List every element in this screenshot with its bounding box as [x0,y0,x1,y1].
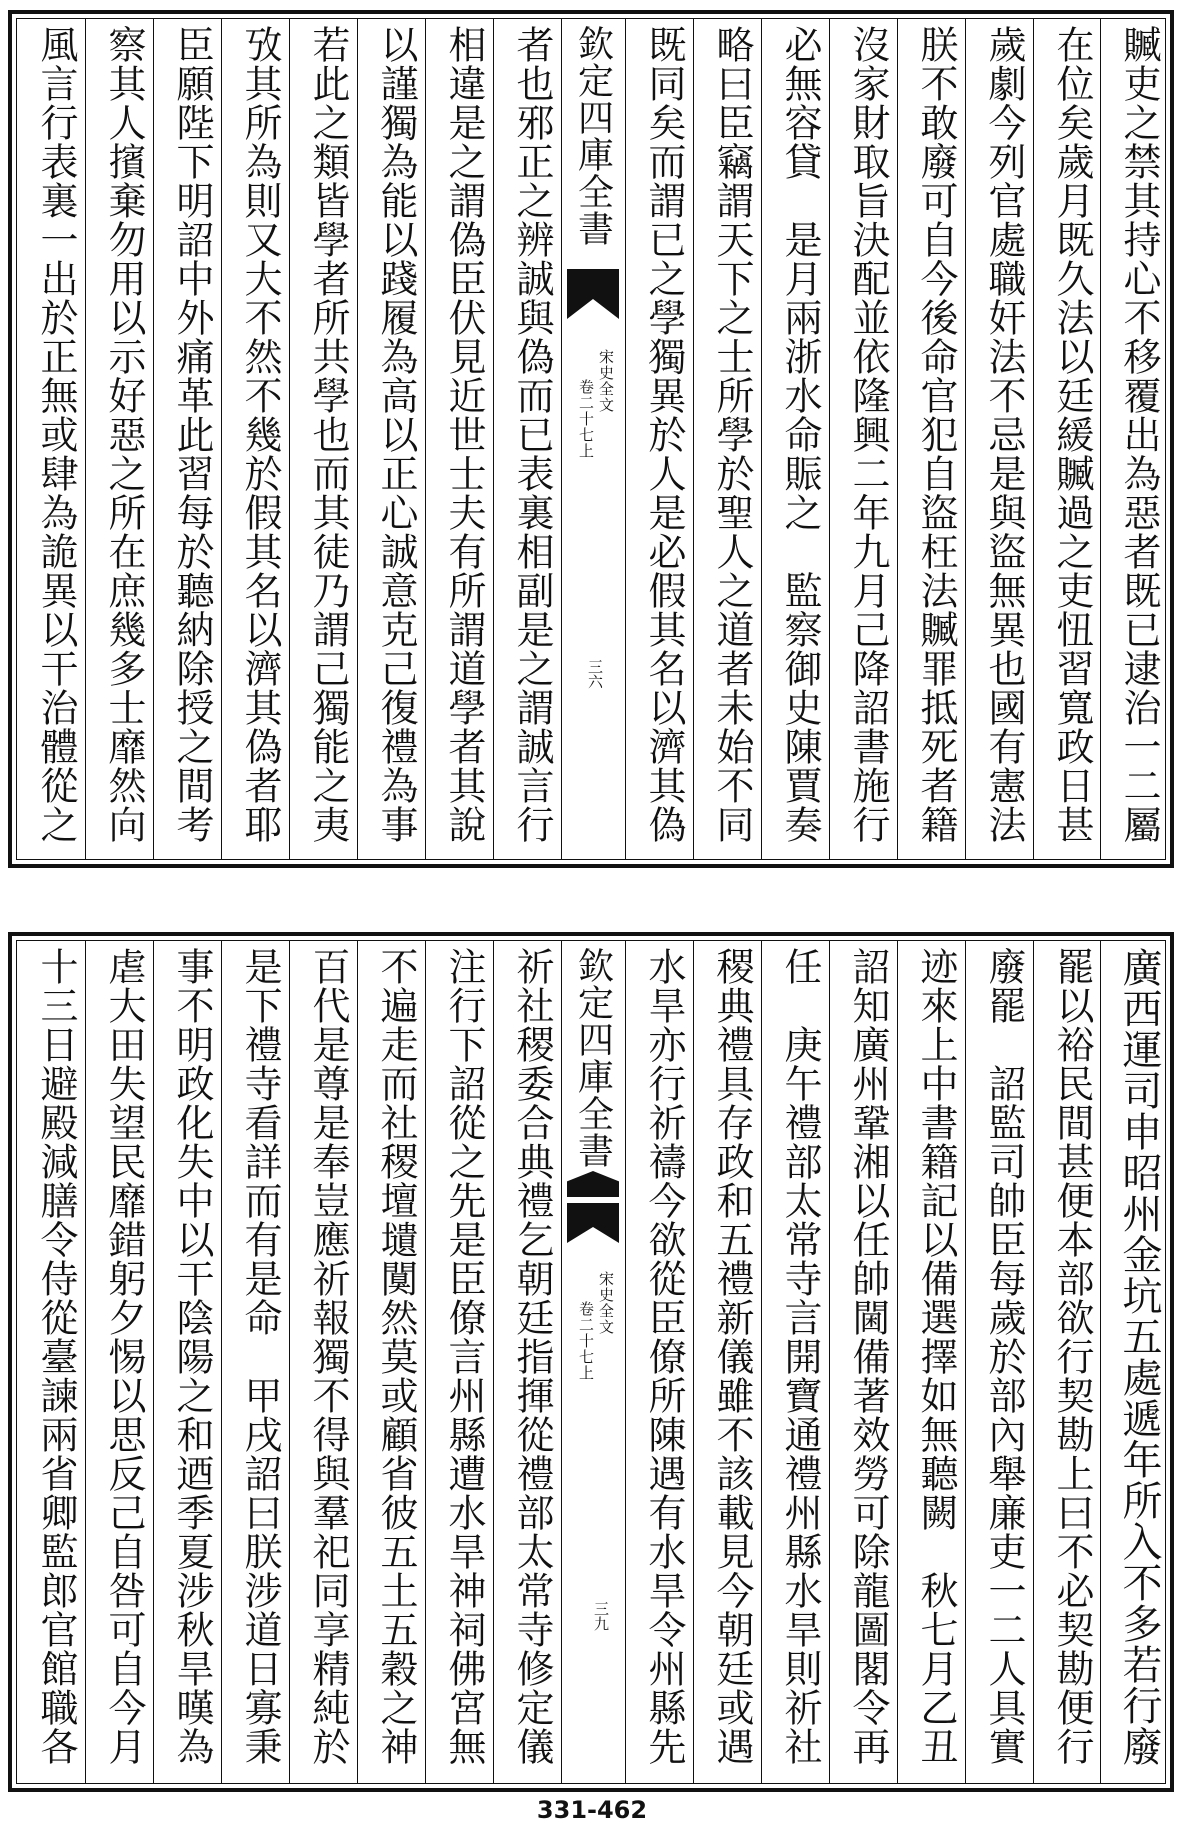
center-strip [561,941,625,1783]
center-strip [561,19,625,859]
upper-page [0,0,1184,900]
page-number: 331-462 [536,1796,648,1824]
column-text: 既同矣而謂已之學獨異於人是必假其名以濟其偽 [642,25,686,844]
text-column [493,19,561,861]
fish-tail-mark [567,1203,619,1243]
column-text: 祈社稷委合典禮乞朝廷指揮從禮部太常寺修定儀 [510,947,554,1766]
text-column [761,941,829,1785]
column-text: 十三日避殿減膳令侍從臺諫兩省卿監郎官館職各 [34,947,78,1766]
column-text: 風言行表裏一出於正無或肆為詭異以干治體從之 [34,25,78,844]
book-title: 欽定四庫全書 [572,25,614,247]
text-column [153,19,221,861]
source-title: 宋史全文 [597,1271,615,1335]
fish-tail-mark [567,1171,619,1197]
column-text: 朕不敢廢可自今後命官犯自盜枉法贓罪抵死者籍 [914,25,958,844]
source-title: 宋史全文 [597,349,615,413]
text-column [1100,19,1167,861]
text-column [625,19,693,861]
text-column [897,941,965,1785]
text-column [85,19,153,861]
text-block [16,18,1166,860]
column-text: 相違是之謂偽臣伏見近世士夫有所謂道學者其說 [442,25,486,844]
text-column [289,19,357,861]
column-text: 事不明政化失中以干陰陽之和迺季夏涉秋旱暵為 [170,947,214,1766]
lower-page [0,920,1184,1800]
column-text: 是下禮寺看詳而有是命 甲戌詔曰朕涉道日寡秉 [238,947,282,1766]
column-text: 略曰臣竊謂天下之士所學於聖人之道者未始不同 [710,25,754,844]
column-text: 攷其所為則又大不然不幾於假其名以濟其偽者耶 [238,25,282,844]
text-column [1033,941,1100,1785]
column-text: 百代是尊是奉豈應祈報獨不得與羣祀同享精純於 [306,947,350,1766]
column-text: 臣願陛下明詔中外痛革此習每於聽納除授之間考 [170,25,214,844]
text-column [965,19,1033,861]
column-text: 虐大田失望民靡錯躬夕惕以思反己自咎可自今月 [102,947,146,1766]
column-text: 贓吏之禁其持心不移覆出為惡者既已逮治一二屬 [1117,25,1161,844]
column-text: 以謹獨為能以踐履為高以正心誠意克己復禮為事 [374,25,418,844]
column-text: 在位矣歲月既久法以廷緩贓過之吏忸習寬政日甚 [1050,25,1094,844]
text-column [897,19,965,861]
text-column [17,19,85,861]
column-text: 必無容貸 是月兩浙水命賑之 監察御史陳賈奏 [778,25,822,844]
column-text: 詔知廣州鞏湘以任帥閫備著效勞可除龍圖閣令再 [846,947,890,1766]
column-text: 迹來上中書籍記以備選擇如無聽闕 秋七月乙丑 [914,947,958,1766]
text-column [221,941,289,1785]
column-text: 者也邪正之辨誠與偽而已表裏相副是之謂誠言行 [510,25,554,844]
fish-tail-mark [567,269,619,319]
text-block [16,940,1166,1784]
book-title: 欽定四庫全書 [572,947,614,1169]
text-column [625,941,693,1785]
column-text: 歲劇今列官處職奸法不忌是與盜無異也國有憲法 [982,25,1026,844]
column-text: 任 庚午禮部太常寺言開寶通禮州縣水旱則祈社 [778,947,822,1766]
column-text: 不遍走而社稷壇壝闃然莫或顧省彼五土五穀之神 [374,947,418,1766]
text-column [965,941,1033,1785]
text-column [761,19,829,861]
text-column [1033,19,1100,861]
text-column [693,941,761,1785]
column-text: 沒家財取旨決配並依隆興二年九月己降詔書施行 [846,25,890,844]
column-text: 廣西運司申昭州金坑五處遞年所入不多若行廢 [1116,947,1162,1767]
folio-number: 三九 [592,1601,610,1631]
text-column [357,19,425,861]
text-column [85,941,153,1785]
column-text: 廢罷 詔監司帥臣每歲於部內舉廉吏一二人具實 [982,947,1026,1766]
column-text: 察其人擯棄勿用以示好惡之所在庶幾多士靡然向 [102,25,146,844]
text-column [425,941,493,1785]
column-text: 罷以裕民間甚便本部欲行契勘上曰不必契勘便行 [1050,947,1094,1766]
text-column [693,19,761,861]
text-column [357,941,425,1785]
text-column [425,19,493,861]
volume-number: 卷二十七上 [577,1301,595,1381]
column-text: 水旱亦行祈禱今欲從臣僚所陳遇有水旱令州縣先 [642,947,686,1766]
text-column [829,19,897,861]
column-text: 若此之類皆學者所共學也而其徒乃謂己獨能之夷 [306,25,350,844]
column-text: 稷典禮具存政和五禮新儀雖不該載見今朝廷或遇 [710,947,754,1766]
text-column [1100,941,1167,1785]
text-column [493,941,561,1785]
folio-number: 三六 [586,659,604,689]
text-column [829,941,897,1785]
text-column [17,941,85,1785]
text-column [289,941,357,1785]
column-text: 注行下詔從之先是臣僚言州縣遭水旱神祠佛宮無 [442,947,486,1766]
volume-number: 卷二十七上 [577,379,595,459]
text-column [221,19,289,861]
text-column [153,941,221,1785]
